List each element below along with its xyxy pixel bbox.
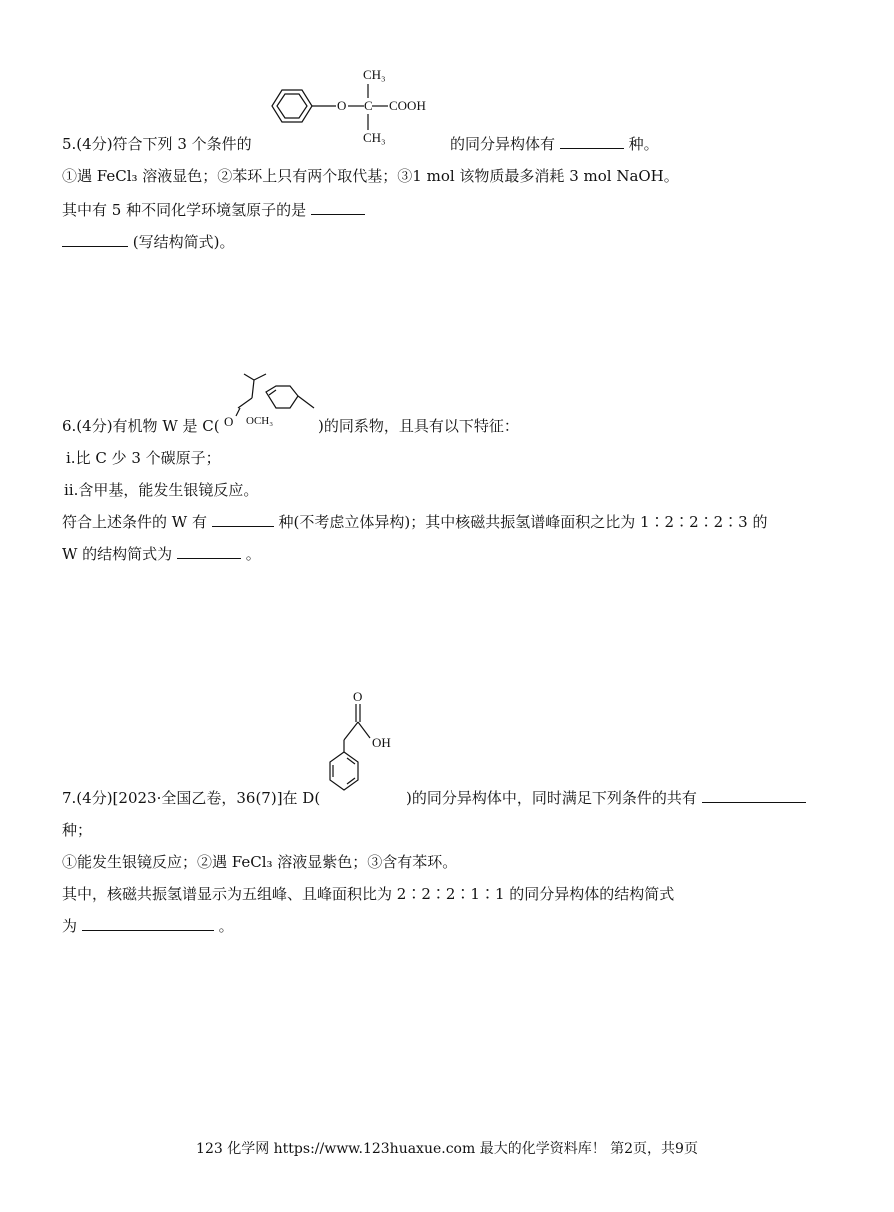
q6-struct-och3: OCH₃ (246, 415, 274, 427)
q5-question-line (62, 134, 252, 154)
q5-line4-suffix: (写结构简式)。 (132, 233, 235, 251)
q5-struct-c: C (364, 98, 373, 113)
q5-suffix: 的同分异构体有 (450, 135, 556, 153)
q5-prefix: 5.(4分)符合下列 3 个条件的 (62, 135, 252, 153)
q5-conditions: ①遇 FeCl₃ 溶液显色；②苯环上只有两个取代基；③1 mol 该物质最多消耗 3 mol NaOH。 (62, 167, 679, 185)
q5-struct-ch3-top: CH₃ (363, 67, 386, 82)
q6-line5 (62, 544, 261, 564)
q7-prefix: 7.(4分)[2023·全国乙卷，36(7)]在 D( (62, 789, 321, 807)
q6-line5-a: W 的结构简式为 (62, 545, 173, 563)
q5-answer-blank-2[interactable] (311, 200, 365, 215)
q7-line2: 种； (62, 821, 93, 839)
q5-answer-blank-3[interactable] (62, 232, 128, 247)
q6-line4 (62, 512, 768, 532)
q7-answer-blank-2[interactable] (82, 916, 214, 931)
q6-answer-blank-1[interactable] (212, 512, 274, 527)
page-footer: 123 化学网 https://www.123huaxue.com 最大的化学资料库！ 第2页，共9页 (196, 1141, 698, 1157)
q5-struct-cooh: COOH (389, 98, 426, 113)
q7-line4: 其中，核磁共振氢谱显示为五组峰、且峰面积比为 2∶2∶2∶1∶1 的同分异构体的结构简式 (62, 885, 675, 903)
q6-answer-blank-2[interactable] (177, 544, 241, 559)
q7-struct-o: O (353, 689, 363, 704)
q6-line4-b: 种(不考虑立体异构)；其中核磁共振氢谱峰面积之比为 1∶2∶2∶2∶3 的 (278, 513, 768, 531)
q6-structure (206, 368, 326, 436)
q5-struct-ch3-bottom: CH₃ (363, 130, 386, 145)
q5-answer-blank-1[interactable] (560, 134, 624, 149)
q6-line4-a: 符合上述条件的 W 有 (62, 513, 207, 531)
q6-line5-b: 。 (245, 545, 261, 563)
q6-cond1: ⅰ.比 C 少 3 个碳原子； (66, 449, 221, 467)
q7-question-line (62, 788, 320, 808)
q7-line5-a: 为 (62, 917, 78, 935)
q7-suffix: )的同分异构体中，同时满足下列条件的共有 (406, 789, 697, 807)
q5-structure (268, 64, 448, 148)
q6-question-tail: )的同系物，且具有以下特征： (318, 417, 519, 435)
q6-question-line (62, 416, 220, 436)
q5-struct-o: O (337, 98, 347, 113)
q7-conditions: ①能发生银镜反应；②遇 FeCl₃ 溶液显紫色；③含有苯环。 (62, 853, 458, 871)
q5-line3-text: 其中有 5 种不同化学环境氢原子的是 (62, 201, 307, 219)
q7-struct-oh: OH (372, 735, 391, 750)
q5-unit: 种。 (628, 135, 659, 153)
q7-line5-b: 。 (218, 917, 234, 935)
q7-question-tail (406, 788, 806, 808)
q6-prefix: 6.(4分)有机物 W 是 C( (62, 417, 220, 435)
q6-cond2: ⅱ.含甲基，能发生银镜反应。 (64, 481, 259, 499)
q6-struct-o: O (224, 414, 234, 429)
q5-line4 (62, 232, 235, 252)
q5-question-tail (450, 134, 659, 154)
q7-line5 (62, 916, 234, 936)
q7-answer-blank-1[interactable] (702, 788, 806, 803)
q7-structure (316, 686, 416, 806)
q5-line3 (62, 200, 365, 220)
